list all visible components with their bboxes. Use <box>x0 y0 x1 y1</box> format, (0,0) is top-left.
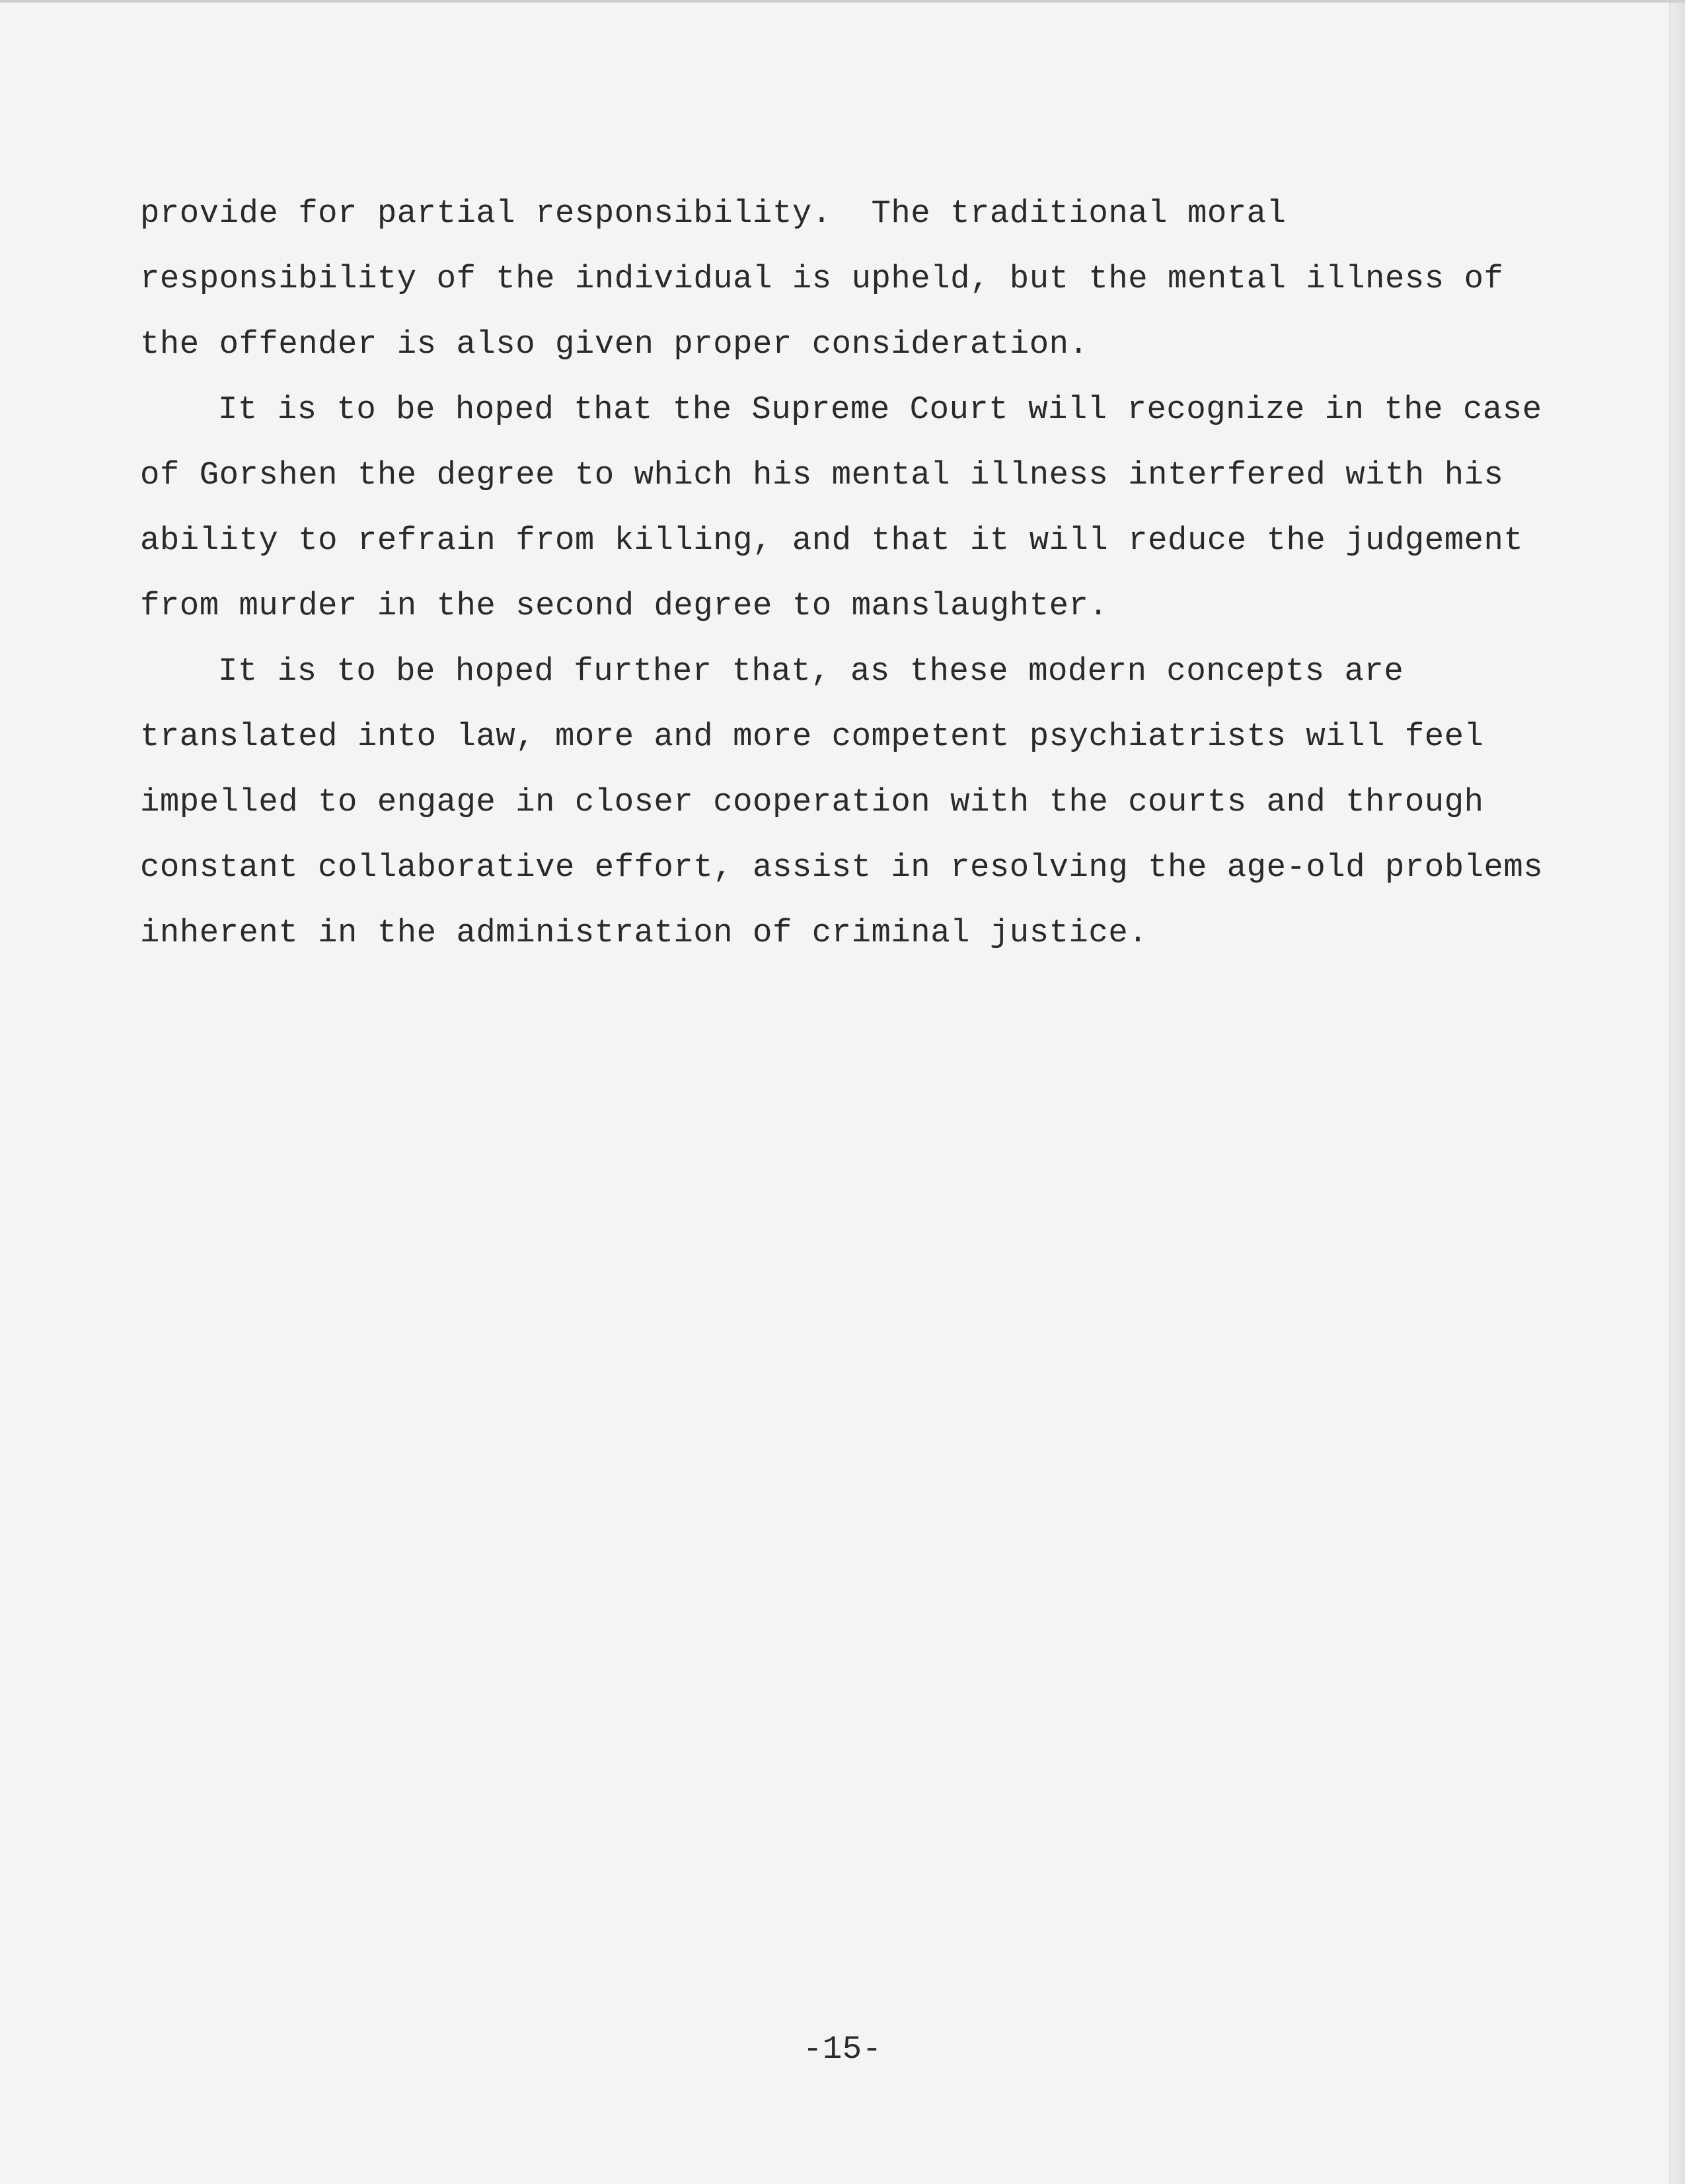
text-line: responsibility of the individual is upheld, but the mental illness of <box>140 260 1504 297</box>
text-line: inherent in the administration of criminal justice. <box>140 914 1148 951</box>
page-edge <box>1669 3 1685 2184</box>
text-line: ability to refrain from killing, and that it will reduce the judgement <box>140 522 1524 559</box>
text-line: from murder in the second degree to manslaughter. <box>140 587 1109 624</box>
text-line: provide for partial responsibility. The traditional moral <box>140 195 1287 232</box>
text-line: It is to be hoped further that, as these modern concepts are <box>218 653 1404 690</box>
paragraph-2 <box>140 377 1581 639</box>
paragraph-1 <box>140 181 1581 377</box>
text-line: translated into law, more and more competent psychiatrists will feel <box>140 718 1484 755</box>
text-line: of Gorshen the degree to which his mental illness interfered with his <box>140 456 1504 493</box>
paragraph-3 <box>140 639 1581 966</box>
text-line: It is to be hoped that the Supreme Court will recognize in the case <box>218 391 1542 428</box>
text-line: constant collaborative effort, assist in resolving the age-old problems <box>140 849 1544 886</box>
body-text <box>140 181 1581 966</box>
text-line: the offender is also given proper consideration. <box>140 326 1089 363</box>
text-line: impelled to engage in closer cooperation with the courts and through <box>140 783 1484 820</box>
page-number: -15- <box>803 2031 882 2068</box>
